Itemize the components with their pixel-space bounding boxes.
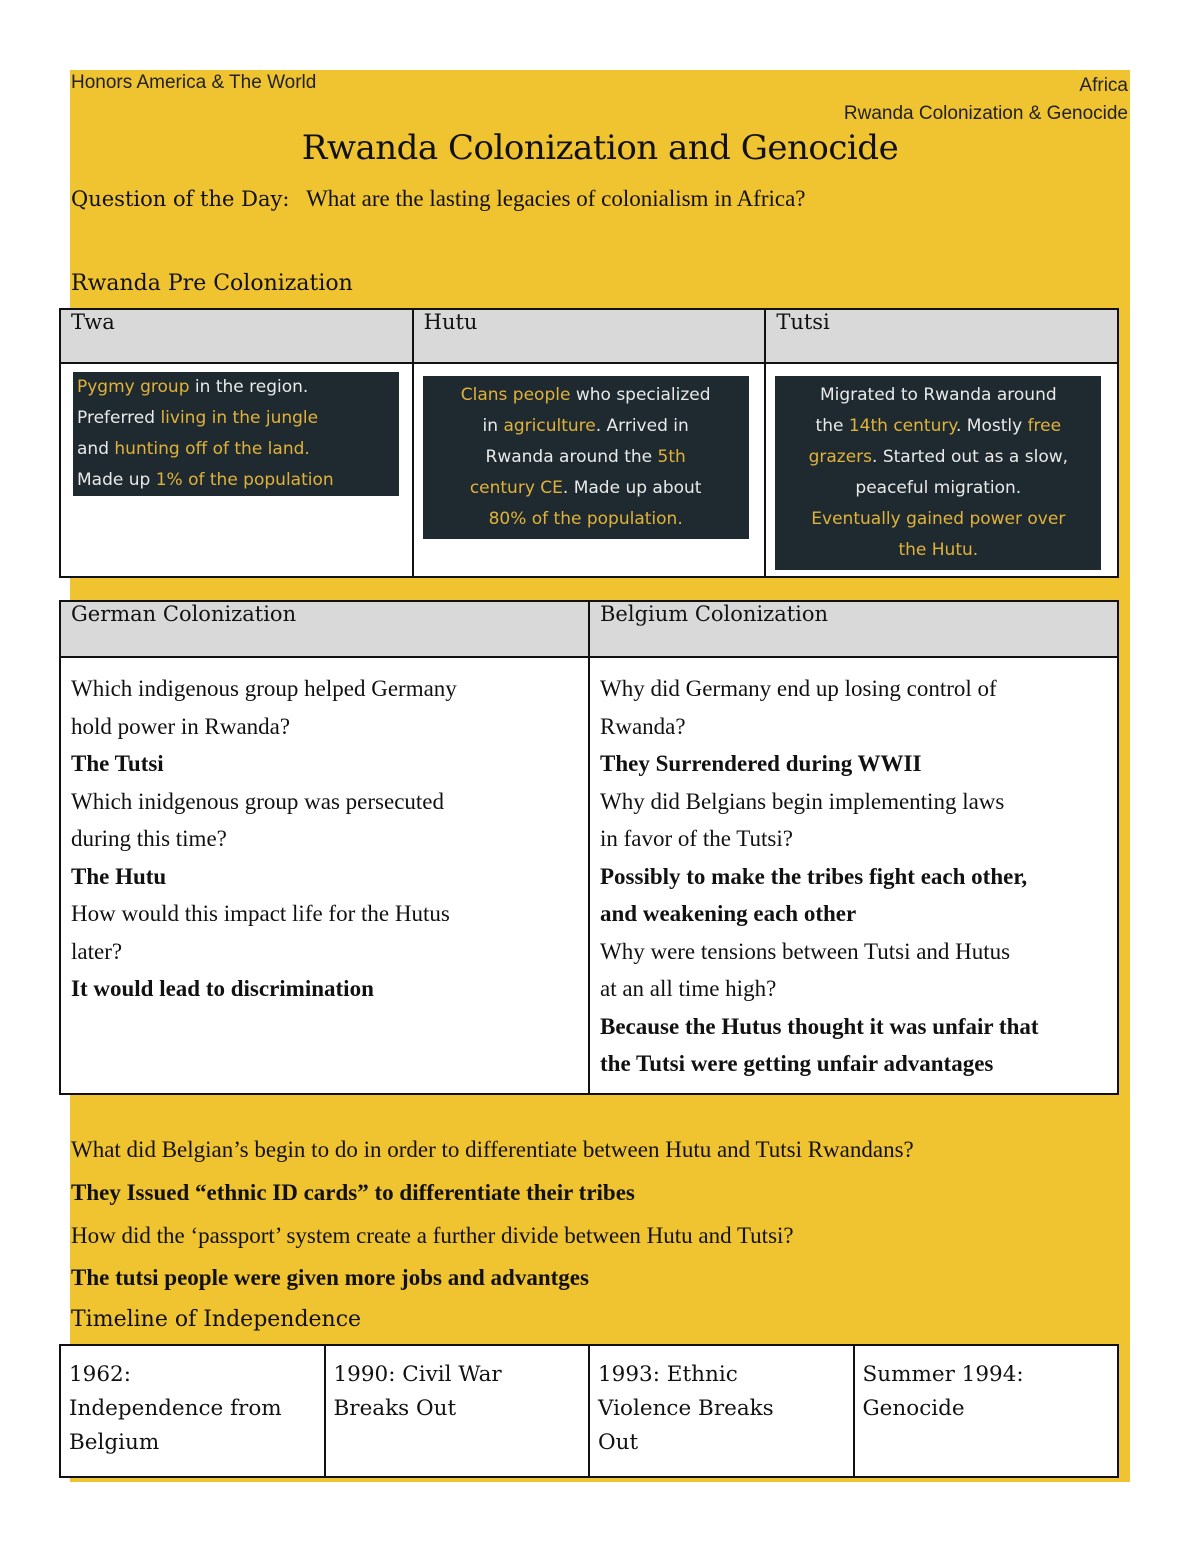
hutu-hl-4: century CE [469,478,563,498]
hutu-hl-3: 5th [657,447,686,467]
hutu-hl-2: agriculture [503,416,596,436]
twa-text-2: Preferred [77,408,161,428]
twa-text-3: and [77,439,115,459]
tutsi-hl-3: grazers [808,447,873,467]
page-title: Rwanda Colonization and Genocide [301,128,899,168]
hutu-text-5: . Made up about [562,478,702,498]
tutsi-hl-2: free [1027,416,1062,436]
hutu-text-1: who specialized [570,385,711,405]
belgium-q2-line2: in favor of the Tutsi? [600,826,793,851]
german-q1-line2: hold power in Rwanda? [71,713,291,739]
german-colonization-header: German Colonization [60,601,589,657]
event-1993-line3: Out [598,1430,639,1455]
belgium-answer-3-line1: Because the Hutus thought it was unfair that [600,1013,1039,1039]
event-1962-line1: 1962: [69,1362,131,1387]
event-1990-line1: 1990: Civil War [333,1362,502,1387]
timeline-event-1990 [325,1345,590,1477]
german-q3-line1: How would this impact life for the Hutus [71,901,450,926]
belgium-q3-line1: Why were tensions between Tutsi and Hutus [600,938,1011,964]
tutsi-cell [765,363,1118,577]
lesson-name: Rwanda Colonization & Genocide [843,103,1128,124]
event-1962-line3: Belgium [69,1430,160,1455]
german-q2-line1: Which inidgenous group was persecuted [71,788,445,814]
hutu-text-3: . Arrived in [595,416,689,436]
timeline-event-1993 [589,1345,854,1477]
belgium-colonization-header: Belgium Colonization [589,601,1118,657]
hutu-text-4: Rwanda around the [485,447,658,467]
event-1994-line1: Summer 1994: [862,1362,1024,1387]
hutu-cell [413,363,766,577]
qotd-question: What are the lasting legacies of colonialism in Africa? [306,186,806,211]
tutsi-text-5: peaceful migration. [855,478,1022,498]
twa-hl-3: hunting off of the land. [114,439,310,459]
tutsi-hl-1: 14th century [848,416,956,436]
german-q3-line2: later? [71,938,123,964]
belgium-colonization-cell [589,657,1118,1094]
timeline-event-1962 [60,1345,325,1477]
colonization-table [59,600,1119,1095]
belgium-answer-3-line2: the Tutsi were getting unfair advantages [600,1051,994,1076]
answer-id-cards: They Issued “ethnic ID cards” to differentiate their tribes [71,1180,635,1205]
event-1994-line2: Genocide [862,1396,965,1421]
belgium-q2-line1: Why did Belgians begin implementing laws [600,788,1005,814]
twa-cell [60,363,413,577]
tutsi-description-image [775,376,1101,570]
question-of-the-day [71,186,806,212]
event-1962-line2: Independence from [69,1396,282,1421]
belgium-q3-line2: at an all time high? [600,976,777,1001]
twa-text-1: in the region. [189,377,309,397]
german-colonization-cell [60,657,589,1094]
twa-description-image [73,372,399,496]
tutsi-hl-4: Eventually gained power over [811,509,1066,529]
twa-header: Twa [60,309,413,363]
german-q2-line2: during this time? [71,826,227,851]
german-answer-1: The Tutsi [71,751,164,776]
qotd-label: Question of the Day: [71,187,290,211]
belgium-answer-2-line2: and weakening each other [600,901,857,926]
belgium-answer-2-line1: Possibly to make the tribes fight each other, [600,863,1028,889]
event-1993-line1: 1993: Ethnic [598,1362,738,1387]
event-1993-line2: Violence Breaks [598,1396,774,1421]
unit-header [844,72,1128,128]
event-1990-line2: Breaks Out [333,1396,457,1421]
tutsi-text-4: . Started out as a slow, [872,447,1069,467]
twa-text-4: Made up [77,470,156,490]
hutu-description-image [423,376,749,539]
german-answer-2: The Hutu [71,863,167,889]
tutsi-text-3: . Mostly [955,416,1028,436]
course-header: Honors America & The World [71,72,317,93]
tutsi-text-2: the [815,416,849,436]
twa-hl-4: 1% of the population [155,470,334,490]
belgium-answer-1: They Surrendered during WWII [600,751,922,776]
belgium-q1-line1: Why did Germany end up losing control of [600,676,997,701]
twa-hl-1: Pygmy group [77,377,190,397]
pre-colonization-table [59,308,1119,578]
german-q1-line1: Which indigenous group helped Germany [71,676,457,701]
hutu-hl-5: 80% of the population. [488,509,683,529]
unit-name: Africa [1079,75,1128,96]
german-answer-3: It would lead to discrimination [71,976,374,1001]
answer-passport-system: The tutsi people were given more jobs and advantges [71,1265,589,1290]
question-id-cards: What did Belgian’s begin to do in order to differentiate between Hutu and Tutsi Rwandans? [71,1137,914,1162]
belgium-q1-line2: Rwanda? [600,713,686,739]
hutu-text-2: in [482,416,504,436]
pre-colonization-heading: Rwanda Pre Colonization [71,271,353,296]
hutu-header: Hutu [413,309,766,363]
question-passport-system: How did the ‘passport’ system create a further divide between Hutu and Tutsi? [71,1223,794,1248]
timeline-table [59,1344,1119,1478]
timeline-heading: Timeline of Independence [71,1307,362,1332]
tutsi-hl-5: the Hutu. [898,540,979,560]
timeline-event-1994 [854,1345,1119,1477]
twa-hl-2: living in the jungle [160,408,319,428]
hutu-hl-1: Clans people [460,385,571,405]
tutsi-text-1: Migrated to Rwanda around [819,385,1057,405]
tutsi-header: Tutsi [765,309,1118,363]
